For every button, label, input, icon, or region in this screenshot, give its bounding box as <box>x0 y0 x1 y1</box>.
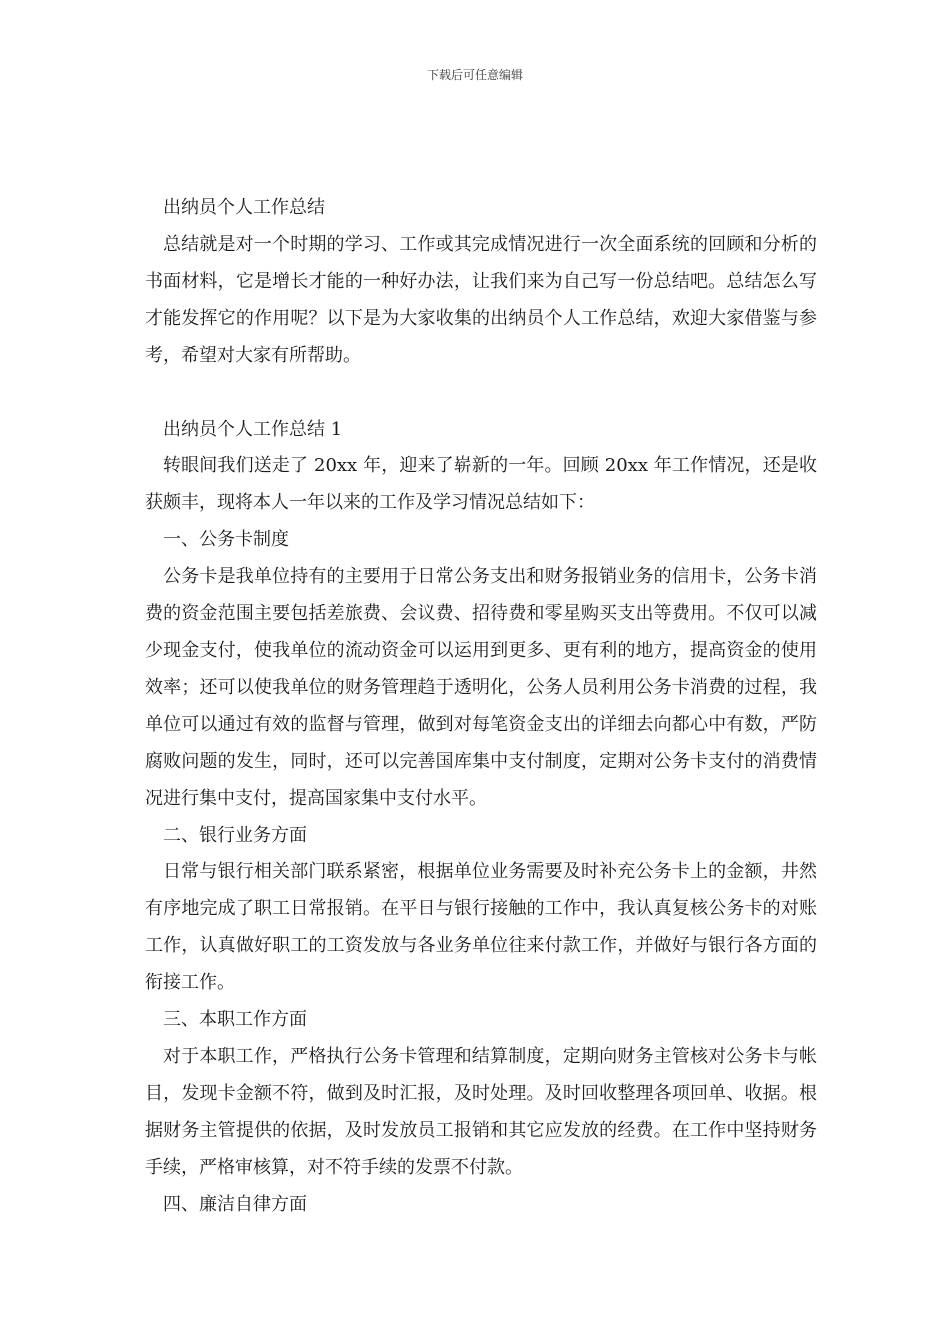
part1-heading: 一、公务卡制度 <box>163 529 289 551</box>
document-body <box>145 190 817 1223</box>
page-header-note: 下载后可任意编辑 <box>426 68 523 82</box>
part4-heading: 四、廉洁自律方面 <box>163 1193 307 1215</box>
paragraph-spacer <box>145 375 817 412</box>
part1-paragraph: 公务卡是我单位持有的主要用于日常公务支出和财务报销业务的信用卡，公务卡消费的资金范围主要包括差旅费、会议费、招待费和零星购买支出等费用。不仅可以减少现金支付，使我单位的流动资金可以运用到更多、更有利的地方，提高资金的使用效率；还可以使我单位的财务管理趋于透明化，公务人员利用公务卡消费的过程，我单位可以通过有效的监督与管理，做到对每笔资金支出的详细去向都心中有数，严防腐败问题的发生，同时，还可以完善国库集中支付制度，定期对公务卡支付的消费情况进行集中支付，提高国家集中支付水平。 <box>145 566 817 809</box>
document-title: 出纳员个人工作总结 <box>163 197 325 218</box>
part3-paragraph: 对于本职工作，严格执行公务卡管理和结算制度，定期向财务主管核对公务卡与帐目，发现卡金额不符，做到及时汇报，及时处理。及时回收整理各项回单、收据。根据财务主管提供的依据，及时发放员工报销和其它应发放的经费。在工作中坚持财务手续，严格审核算，对不符手续的发票不付款。 <box>145 1045 817 1178</box>
section-intro-paragraph: 转眼间我们送走了 20xx 年，迎来了崭新的一年。回顾 20xx 年工作情况，还是收获颇丰，现将本人一年以来的工作及学习情况总结如下： <box>145 455 817 514</box>
part2-heading: 二、银行业务方面 <box>163 824 307 846</box>
part2-paragraph: 日常与银行相关部门联系紧密，根据单位业务需要及时补充公务卡上的金额，井然有序地完成了职工日常报销。在平日与银行接触的工作中，我认真复核公务卡的对账工作，认真做好职工的工资发放与各业务单位往来付款工作，并做好与银行各方面的衔接工作。 <box>145 861 817 994</box>
part3-heading: 三、本职工作方面 <box>163 1009 307 1031</box>
intro-paragraph: 总结就是对一个时期的学习、工作或其完成情况进行一次全面系统的回顾和分析的书面材料，它是增长才能的一种好办法，让我们来为自己写一份总结吧。总结怎么写才能发挥它的作用呢？以下是为大家收集的出纳员个人工作总结，欢迎大家借鉴与参考，希望对大家有所帮助。 <box>145 233 817 366</box>
section-title: 出纳员个人工作总结 1 <box>163 418 343 440</box>
